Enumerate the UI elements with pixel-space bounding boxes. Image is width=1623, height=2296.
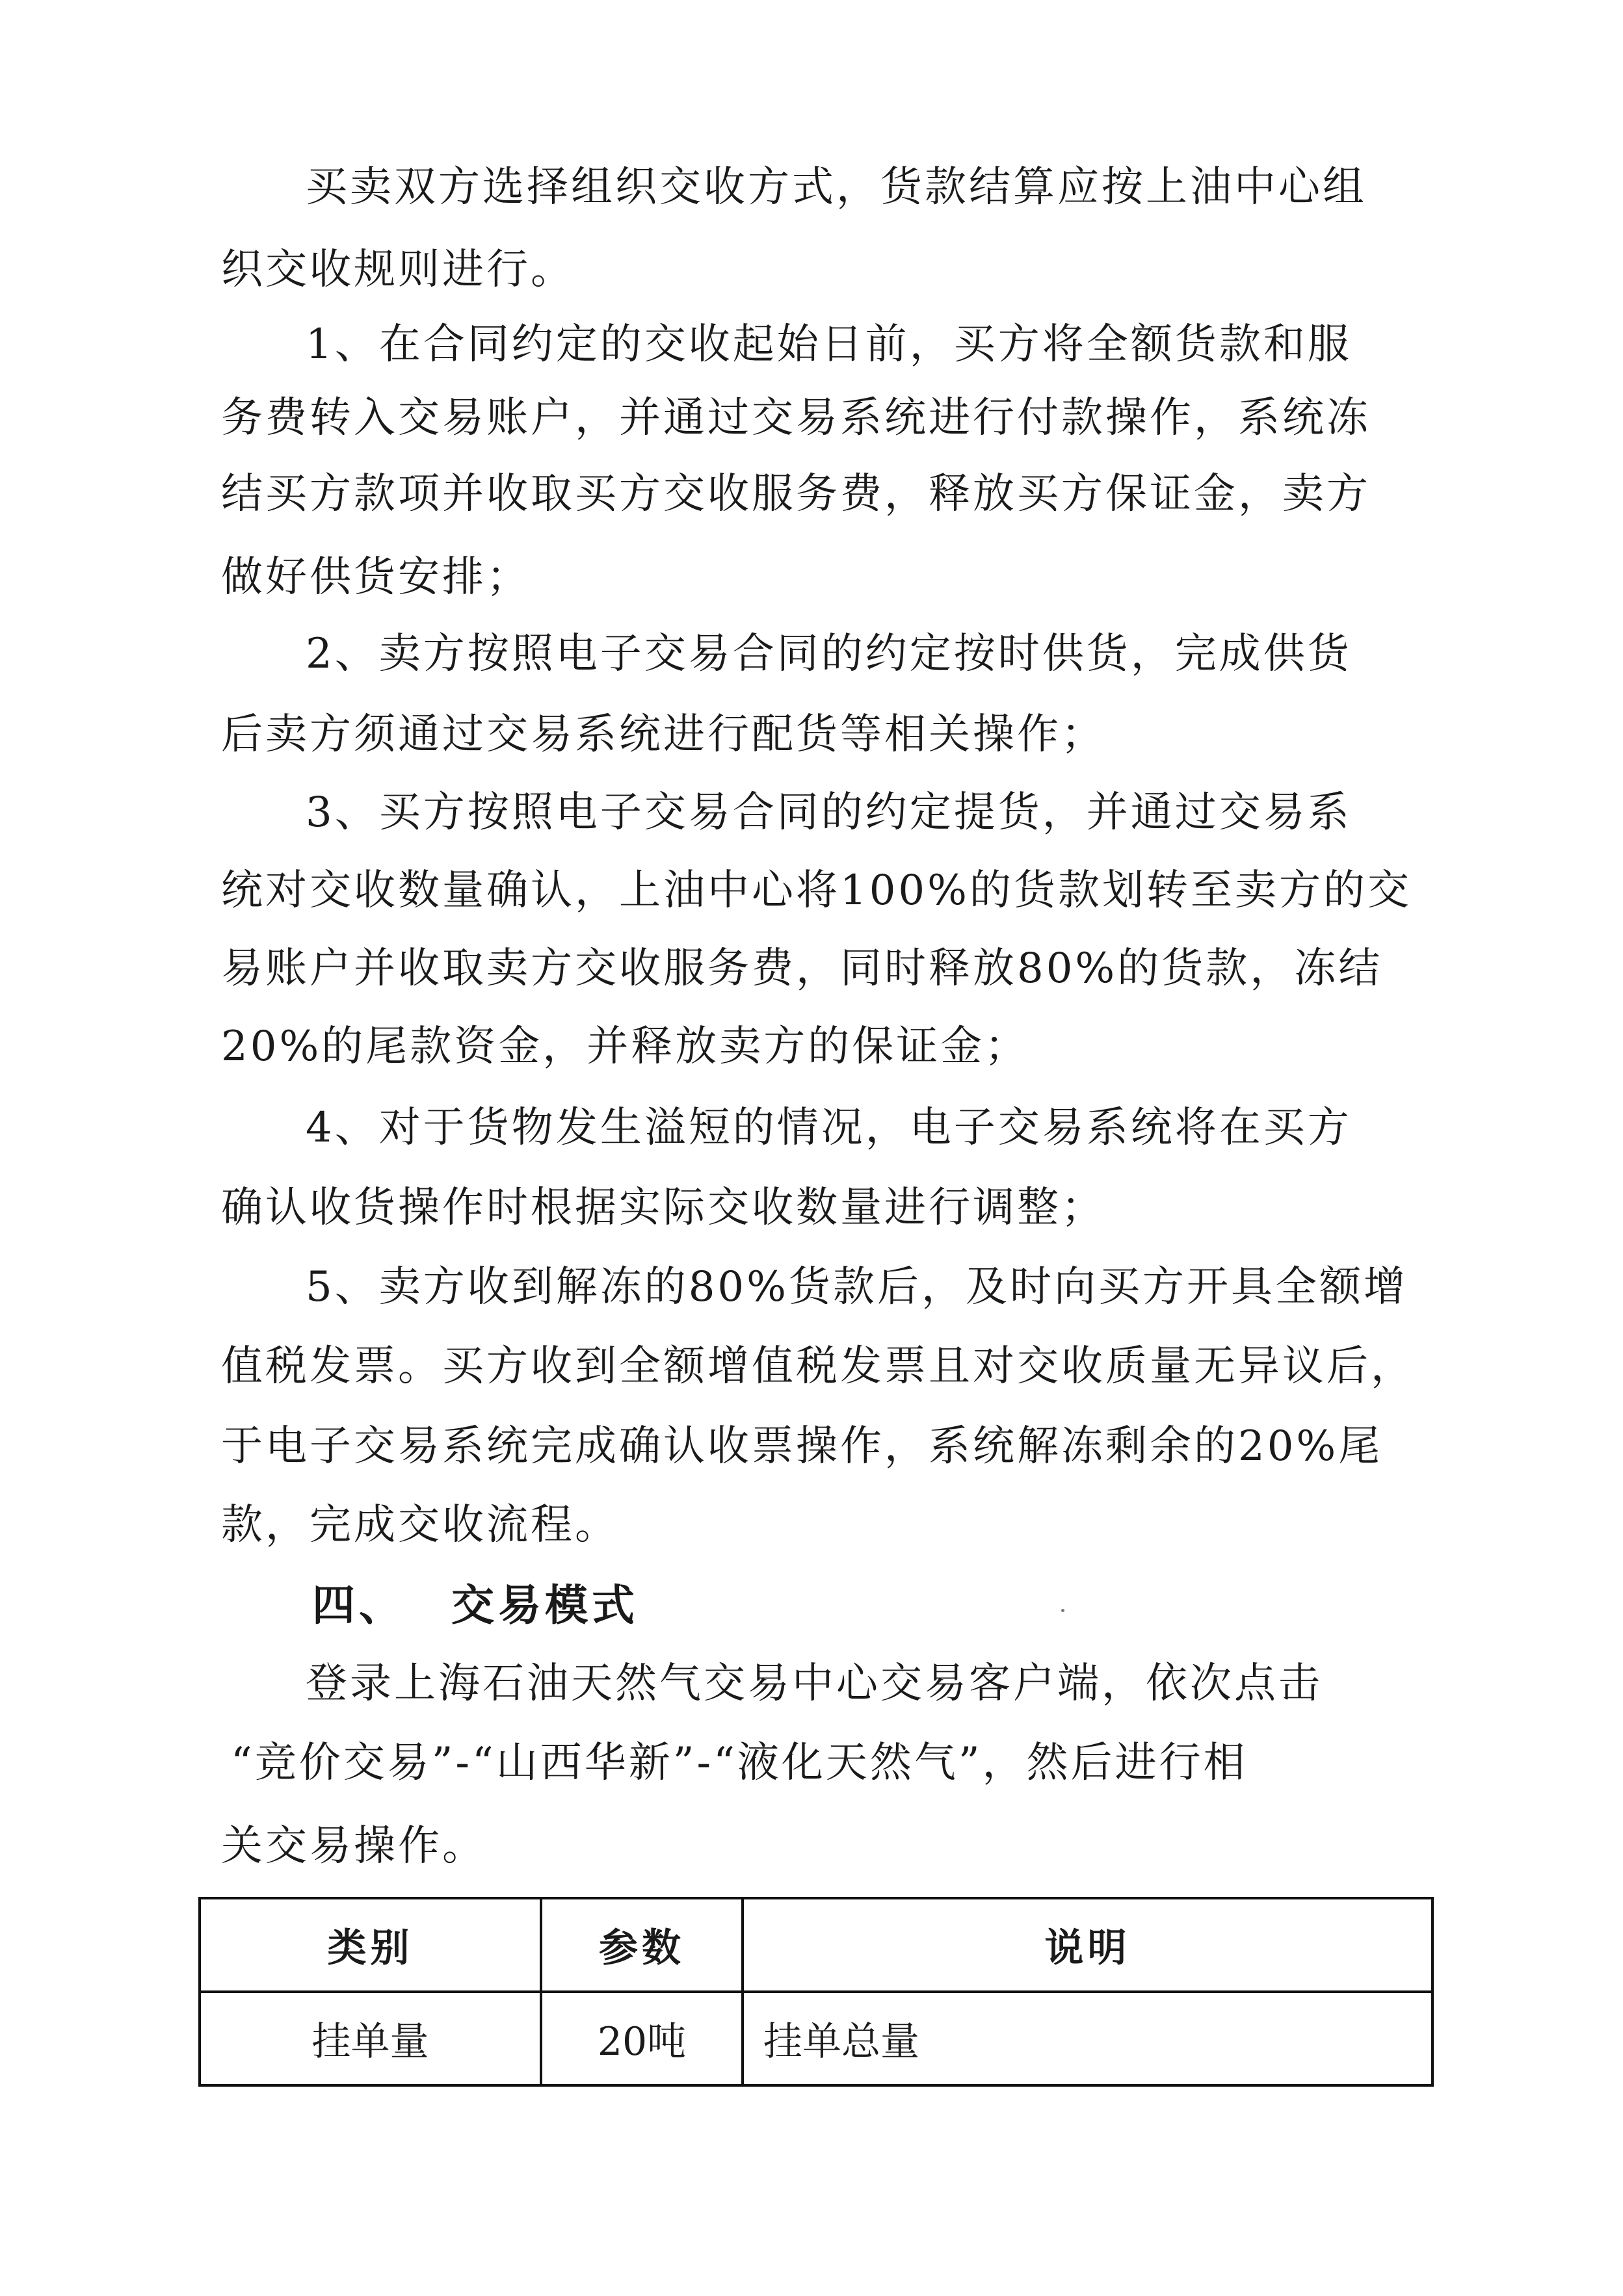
parameter-table [198, 1897, 1434, 2087]
paragraph-line: 买卖双方选择组织交收方式，货款结算应按上油中心组 [306, 163, 1367, 211]
intro-line: 关交易操作。 [221, 1822, 486, 1870]
section-number: 四、 [312, 1580, 406, 1630]
intro-line: “竞价交易”-“山西华新”-“液化天然气”，然后进行相 [231, 1739, 1248, 1787]
paragraph-line: 5、卖方收到解冻的80%货款后，及时向买方开具全额增 [306, 1263, 1408, 1311]
paragraph-line: 于电子交易系统完成确认收票操作，系统解冻剩余的20%尾 [221, 1422, 1383, 1470]
paragraph-line: 易账户并收取卖方交收服务费，同时释放80%的货款，冻结 [221, 945, 1383, 993]
paragraph-line: 2、卖方按照电子交易合同的约定按时供货，完成供货 [306, 630, 1352, 678]
header-category: 类别 [200, 1898, 541, 1992]
paragraph-line: 做好供货安排； [221, 553, 531, 601]
section-title: 交易模式 [451, 1580, 639, 1630]
paragraph-line: 结买方款项并收取买方交收服务费，释放买方保证金，卖方 [221, 470, 1371, 518]
table-header-row [200, 1898, 1432, 1992]
paragraph-line: 织交收规则进行。 [221, 246, 575, 294]
paragraph-line: 确认收货操作时根据实际交收数量进行调整； [221, 1184, 1105, 1232]
paragraph-line: 4、对于货物发生溢短的情况，电子交易系统将在买方 [306, 1104, 1352, 1152]
table-row [200, 1992, 1432, 2085]
header-description: 说明 [743, 1898, 1432, 1992]
header-parameter: 参数 [541, 1898, 743, 1992]
paragraph-line: 款，完成交收流程。 [221, 1501, 619, 1549]
paragraph-line: 后卖方须通过交易系统进行配货等相关操作； [221, 711, 1105, 759]
section-heading [312, 1580, 639, 1632]
cell-category: 挂单量 [200, 1992, 541, 2085]
paragraph-line: 20%的尾款资金，并释放卖方的保证金； [221, 1023, 1029, 1071]
scan-speck [1061, 1609, 1064, 1612]
cell-description: 挂单总量 [743, 1992, 1432, 2085]
paragraph-line: 统对交收数量确认，上油中心将100%的货款划转至卖方的交 [221, 867, 1412, 915]
paragraph-line: 值税发票。买方收到全额增值税发票且对交收质量无异议后， [221, 1342, 1415, 1390]
paragraph-line: 3、买方按照电子交易合同的约定提货，并通过交易系 [306, 789, 1352, 837]
cell-parameter: 20吨 [541, 1992, 743, 2085]
intro-line: 登录上海石油天然气交易中心交易客户端，依次点击 [306, 1660, 1323, 1708]
paragraph-line: 1、在合同约定的交收起始日前，买方将全额货款和服 [306, 320, 1352, 369]
paragraph-line: 务费转入交易账户，并通过交易系统进行付款操作，系统冻 [221, 394, 1371, 442]
